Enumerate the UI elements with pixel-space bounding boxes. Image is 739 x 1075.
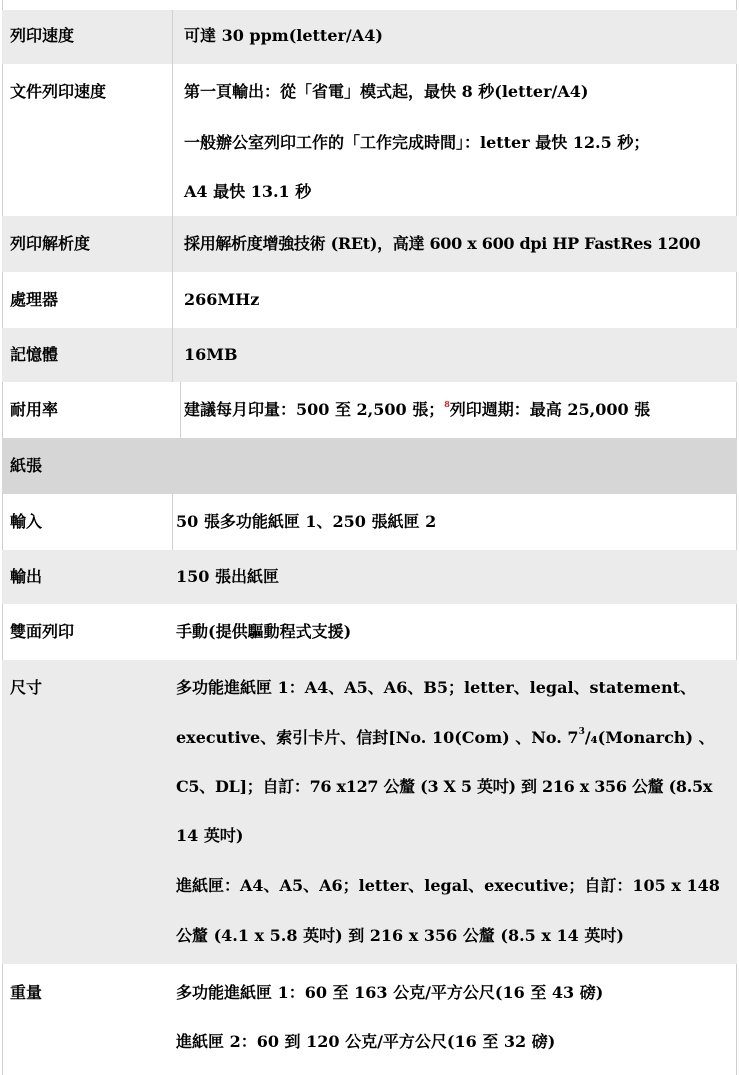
duty-value [184, 399, 651, 419]
size-line-2-part-2: /₄(Monarch) 、 [584, 728, 715, 747]
memory-label: 記憶體 [10, 345, 59, 364]
column-divider [172, 216, 173, 272]
column-divider [172, 10, 173, 64]
column-divider [172, 64, 173, 216]
duty-value-part-1: 建議每月印量：500 至 2,500 張； [184, 400, 445, 419]
row-media-weight [2, 964, 737, 1075]
paper-section-label: 紙張 [10, 456, 43, 475]
input-value: 50 張多功能紙匣 1、250 張紙匣 2 [176, 512, 437, 531]
size-line-3: C5、DL]；自訂：76 x127 公釐 (3 X 5 英吋) 到 216 x 356 公釐 (8.5x [176, 777, 713, 796]
column-divider [172, 328, 173, 382]
row-media-size [2, 660, 737, 964]
doc-speed-line-1: 第一頁輸出：從「省電」模式起，最快 8 秒(letter/A4) [184, 82, 589, 101]
input-label: 輸入 [10, 512, 43, 531]
output-value: 150 張出紙匣 [176, 567, 279, 586]
row-resolution [2, 216, 737, 272]
row-duplex [2, 604, 737, 660]
size-line-2 [176, 727, 715, 747]
duty-value-part-2: 列印週期：最高 25,000 張 [449, 400, 651, 419]
duplex-label: 雙面列印 [10, 622, 75, 641]
resolution-value: 採用解析度增強技術 (REt)，高達 600 x 600 dpi HP FastRes 1200 [184, 234, 701, 253]
footnote-marker: 8 [444, 399, 450, 409]
row-input [2, 494, 737, 550]
resolution-label: 列印解析度 [10, 234, 91, 253]
section-paper-handling [2, 438, 737, 494]
row-processor [2, 272, 737, 328]
size-line-2-part-1: executive、索引卡片、信封[No. 10(Com) 、No. 7 [176, 728, 579, 747]
memory-value: 16MB [184, 345, 238, 364]
size-line-5: 進紙匣：A4、A5、A6；letter、legal、executive；自訂：105 x 148 [176, 876, 720, 895]
weight-label: 重量 [10, 983, 43, 1002]
weight-line-1: 多功能進紙匣 1：60 至 163 公克/平方公尺(16 至 43 磅) [176, 983, 604, 1002]
output-label: 輸出 [10, 567, 43, 586]
column-divider [180, 382, 181, 438]
size-line-4: 14 英吋) [176, 826, 244, 845]
row-document-print-speed [2, 64, 737, 216]
row-output [2, 550, 737, 604]
size-line-6: 公釐 (4.1 x 5.8 英吋) 到 216 x 356 公釐 (8.5 x 14 英吋) [176, 926, 624, 945]
processor-value: 266MHz [184, 290, 260, 309]
print-speed-value: 可達 30 ppm(letter/A4) [184, 26, 383, 45]
size-label: 尺寸 [10, 678, 43, 697]
weight-line-2: 進紙匣 2：60 到 120 公克/平方公尺(16 至 32 磅) [176, 1032, 556, 1051]
row-duty-cycle [2, 382, 737, 438]
duty-label: 耐用率 [10, 400, 59, 419]
column-divider [172, 494, 173, 550]
size-line-1: 多功能進紙匣 1：A4、A5、A6、B5；letter、legal、statement、 [176, 678, 697, 697]
doc-speed-label: 文件列印速度 [10, 82, 107, 101]
doc-speed-line-3: A4 最快 13.1 秒 [184, 182, 312, 201]
duplex-value: 手動(提供驅動程式支援) [176, 622, 352, 641]
row-memory [2, 328, 737, 382]
row-print-speed [2, 10, 737, 64]
size-line-2-superscript: 3 [578, 727, 585, 737]
processor-label: 處理器 [10, 290, 59, 309]
column-divider [172, 272, 173, 328]
doc-speed-line-2: 一般辦公室列印工作的「工作完成時間」：letter 最快 12.5 秒； [184, 133, 650, 152]
print-speed-label: 列印速度 [10, 26, 75, 45]
